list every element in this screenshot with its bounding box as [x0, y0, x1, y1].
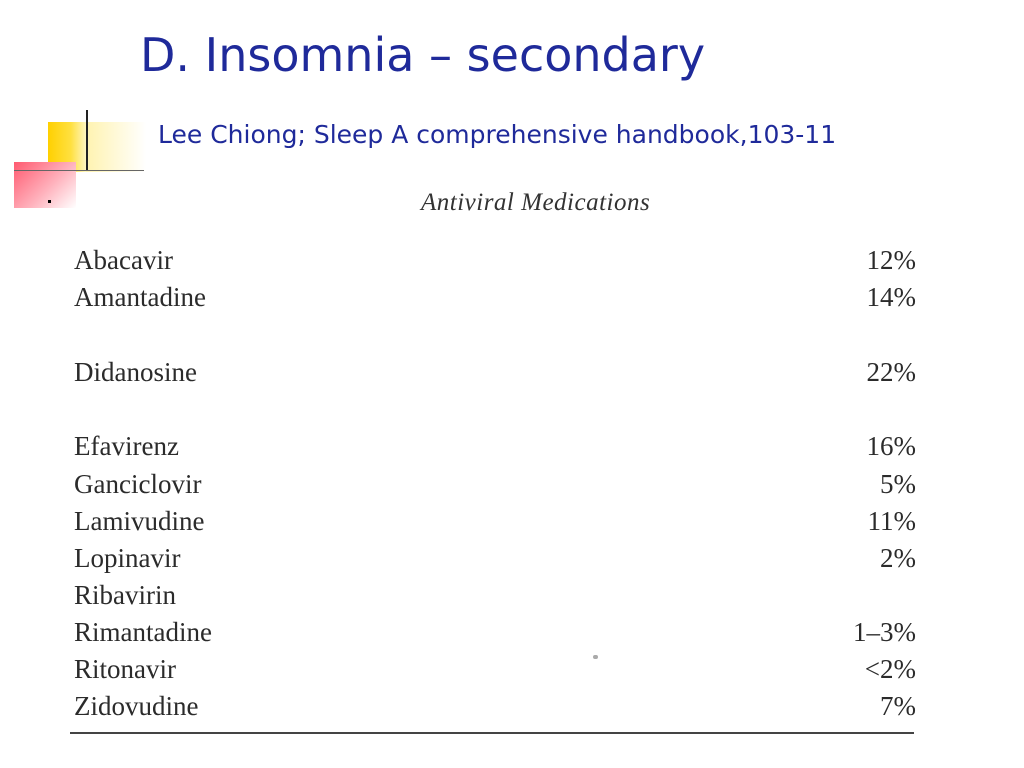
medication-name: Rimantadine [74, 617, 212, 647]
table-row [74, 469, 916, 499]
medication-value: 22% [866, 357, 916, 387]
medication-value: 7% [880, 691, 916, 721]
medication-name: Efavirenz [74, 431, 179, 461]
accent-horizontal-line [14, 170, 144, 171]
medication-name: Lamivudine [74, 506, 205, 536]
slide-title: D. Insomnia – secondary [140, 28, 706, 82]
medication-name: Ribavirin [74, 580, 176, 610]
table-row [74, 245, 916, 275]
bullet-dot [48, 200, 51, 203]
table-row [74, 431, 916, 461]
medication-name: Ritonavir [74, 654, 176, 684]
table-row [74, 506, 916, 536]
medication-name: Ganciclovir [74, 469, 202, 499]
medication-value: 14% [866, 282, 916, 312]
medication-value: 12% [866, 245, 916, 275]
medication-name: Lopinavir [74, 543, 181, 573]
slide-subtitle: Lee Chiong; Sleep A comprehensive handbook,103-11 [158, 120, 837, 149]
scan-speck [593, 655, 598, 659]
medication-name: Zidovudine [74, 691, 199, 721]
accent-vertical-line [86, 110, 88, 170]
medication-name: Amantadine [74, 282, 206, 312]
medication-value: 5% [880, 469, 916, 499]
table-bottom-rule [70, 732, 914, 734]
yellow-fade-accent [86, 122, 146, 172]
table-title: Antiviral Medications [421, 189, 651, 216]
scanned-table [66, 185, 936, 745]
medication-value: 11% [867, 506, 916, 536]
table-row [74, 617, 916, 647]
table-row [74, 543, 916, 573]
medication-value: 1–3% [853, 617, 916, 647]
medication-name: Abacavir [74, 245, 173, 275]
medication-value: 2% [880, 543, 916, 573]
medication-value: 16% [866, 431, 916, 461]
table-row [74, 282, 916, 312]
medication-name: Didanosine [74, 357, 197, 387]
table-row [74, 654, 916, 684]
medication-value: <2% [864, 654, 916, 684]
table-row [74, 691, 916, 721]
table-row [74, 357, 916, 387]
table-row [74, 580, 916, 610]
